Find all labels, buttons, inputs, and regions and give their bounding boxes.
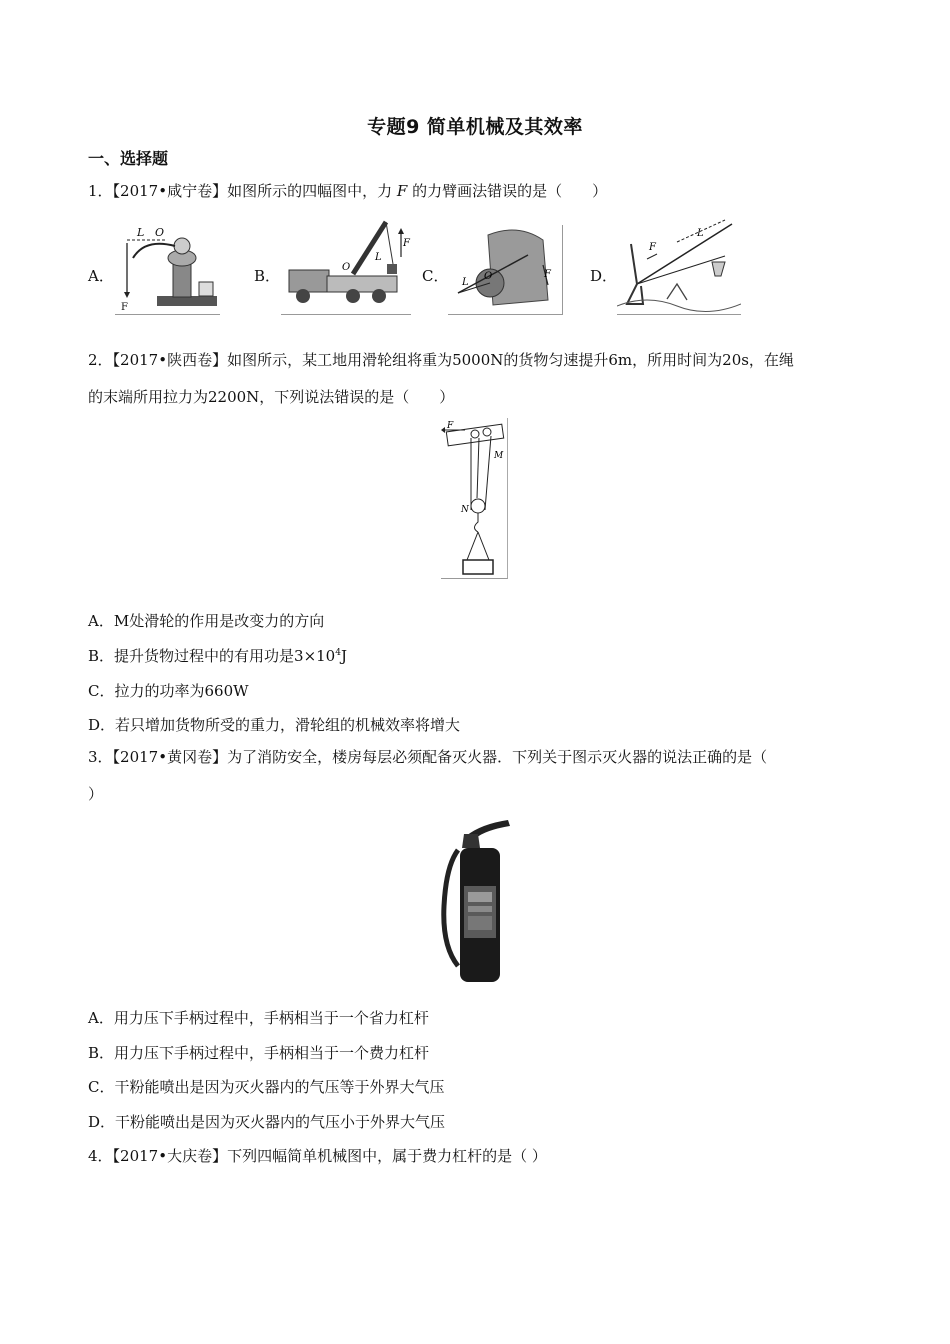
q3-option-a[interactable]: A．用力压下手柄过程中，手柄相当于一个省力杠杆 <box>88 1009 429 1027</box>
question-source: 【2017•陕西卷】 <box>112 351 228 369</box>
label-O: O <box>484 271 493 282</box>
figure-a-tap-lever <box>115 218 220 315</box>
label-F: F <box>649 242 656 253</box>
label-N: N <box>461 505 469 515</box>
q1-option-a-label: A． <box>88 267 114 285</box>
q1-option-d-label: D． <box>590 267 618 285</box>
label-M: M <box>494 451 504 461</box>
question-source: 【2017•大庆卷】 <box>112 1147 228 1165</box>
question-1-stem: 1．【2017•咸宁卷】如图所示的四幅图中，力 F 的力臂画法错误的是（ ） <box>88 182 608 200</box>
label-F: F <box>403 238 410 249</box>
page-title: 专题9 简单机械及其效率 <box>367 116 583 138</box>
label-L: L <box>375 252 382 263</box>
question-3-stem: 3．【2017•黄冈卷】为了消防安全，楼房每层必须配备灭火器．下列关于图示灭火器的说法正确的是（ ） <box>88 748 768 803</box>
q3-option-d[interactable]: D．干粉能喷出是因为灭火器内的气压小于外界大气压 <box>88 1113 446 1131</box>
section-heading: 一、选择题 <box>88 149 169 168</box>
question-source: 【2017•咸宁卷】 <box>112 182 228 200</box>
label-L: L <box>137 226 145 239</box>
figure-b-crane <box>281 212 411 315</box>
q2-option-d[interactable]: D．若只增加货物所受的重力，滑轮组的机械效率将增大 <box>88 716 461 734</box>
question-source: 【2017•黄冈卷】 <box>112 748 228 766</box>
question-number: 1． <box>88 182 113 200</box>
q2-option-c[interactable]: C．拉力的功率为660W <box>88 682 249 700</box>
q2-option-a[interactable]: A．M处滑轮的作用是改变力的方向 <box>88 612 325 630</box>
label-O: O <box>342 262 351 273</box>
label-F: F <box>447 421 454 431</box>
q3-option-b[interactable]: B．用力压下手柄过程中，手柄相当于一个费力杠杆 <box>88 1044 430 1062</box>
figure-c-machine <box>448 225 563 315</box>
label-O: O <box>155 226 165 239</box>
q1-option-b-label: B． <box>254 267 281 285</box>
label-F: F <box>544 269 551 280</box>
figure-pulley-system <box>441 418 508 579</box>
label-L: L <box>462 277 469 288</box>
question-4-stem: 4．【2017•大庆卷】下列四幅简单机械图中，属于费力杠杆的是（ ） <box>88 1147 547 1165</box>
q3-option-c[interactable]: C．干粉能喷出是因为灭火器内的气压等于外界大气压 <box>88 1078 445 1096</box>
label-L: L <box>697 228 704 239</box>
figure-d-lever <box>617 214 741 315</box>
force-variable: F <box>396 182 408 200</box>
q1-option-c-label: C． <box>422 267 449 285</box>
question-2-stem: 2．【2017•陕西卷】如图所示，某工地用滑轮组将重为5000N的货物匀速提升6m，所用时间为20s，在绳 的末端所用拉力为2200N，下列说法错误的是（ ） <box>88 351 794 406</box>
label-F: F <box>121 302 128 313</box>
q2-option-b[interactable]: B．提升货物过程中的有用功是$3\times 10^4J$ <box>88 647 347 665</box>
fire-extinguisher-image <box>436 816 516 984</box>
